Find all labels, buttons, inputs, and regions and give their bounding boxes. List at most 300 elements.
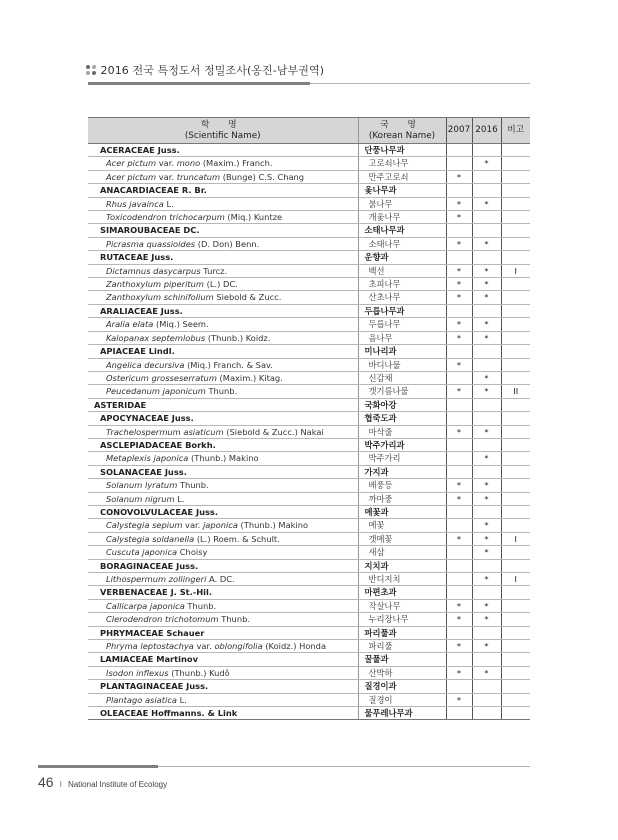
table-body	[88, 144, 530, 720]
scientific-name-text: (Miq.) Seem.	[153, 319, 209, 330]
scientific-name-italic: Kalopanax septemlobus	[106, 332, 206, 343]
species-row	[88, 640, 530, 653]
record-2007-cell: *	[446, 479, 472, 492]
record-2016-cell	[472, 465, 501, 478]
scientific-name-text: ACERACEAE Juss.	[100, 145, 180, 155]
family-row	[88, 304, 530, 317]
scientific-name-text: ASTERIDAE	[94, 399, 147, 410]
family-row	[88, 438, 530, 451]
korean-name-cell: 산박하	[358, 666, 446, 679]
species-row	[88, 546, 530, 559]
note-cell	[501, 412, 530, 425]
family-row	[88, 505, 530, 518]
scientific-name-italic: Calystegia sepium	[106, 520, 183, 531]
scientific-name-italic: japonica	[202, 520, 238, 531]
korean-name-cell: 갯메꽃	[358, 532, 446, 545]
record-2016-cell: *	[472, 237, 501, 250]
scientific-name-text: CONOVOLVULACEAE Juss.	[100, 506, 219, 517]
note-cell	[501, 666, 530, 679]
record-2016-cell	[472, 224, 501, 237]
species-row	[88, 693, 530, 706]
family-row	[88, 653, 530, 666]
record-2007-cell: *	[446, 385, 472, 398]
record-2016-cell	[472, 680, 501, 693]
korean-name-cell: 파리풀과	[358, 626, 446, 639]
note-cell: I	[501, 573, 530, 586]
scientific-name-italic: Ostericum grosseserratum	[106, 372, 217, 383]
species-row	[88, 264, 530, 277]
korean-name-cell: 파리풀	[358, 640, 446, 653]
record-2007-cell: *	[446, 331, 472, 344]
record-2016-cell: *	[472, 331, 501, 344]
record-2007-cell: *	[446, 264, 472, 277]
scientific-name-cell	[88, 465, 358, 478]
korean-name-cell: 두릅나무	[358, 318, 446, 331]
header-rule-thick	[88, 82, 310, 85]
note-cell	[501, 586, 530, 599]
scientific-name-italic: Lithospermum zollingeri	[106, 574, 207, 584]
scientific-name-text: (Thunb.) Kudô	[168, 667, 230, 678]
record-2007-cell: *	[446, 425, 472, 438]
note-cell	[501, 438, 530, 451]
record-2016-cell: *	[472, 573, 501, 586]
scientific-name-italic: Acer pictum	[106, 158, 157, 169]
note-cell	[501, 680, 530, 693]
note-cell: I	[501, 532, 530, 545]
scientific-name-text: Thunb.	[177, 480, 209, 491]
note-cell	[501, 197, 530, 210]
record-2007-cell: *	[446, 492, 472, 505]
scientific-name-italic: Cuscuta japonica	[106, 547, 178, 558]
record-2016-cell	[472, 304, 501, 317]
record-2007-cell	[446, 546, 472, 559]
record-2016-cell	[472, 653, 501, 666]
record-2016-cell: *	[472, 371, 501, 384]
scientific-name-text: (L.) DC.	[203, 279, 238, 290]
record-2016-cell	[472, 144, 501, 157]
note-cell	[501, 452, 530, 465]
scientific-name-cell	[88, 264, 358, 277]
species-row	[88, 371, 530, 384]
scientific-name-cell	[88, 573, 358, 586]
species-row	[88, 291, 530, 304]
record-2007-cell: *	[446, 291, 472, 304]
note-cell	[501, 144, 530, 157]
korean-name-cell: 협죽도과	[358, 412, 446, 425]
species-row	[88, 197, 530, 210]
korean-name-cell: 지치과	[358, 559, 446, 572]
footer-rule-thick	[38, 765, 158, 768]
note-cell	[501, 693, 530, 706]
record-2007-cell	[446, 653, 472, 666]
note-cell	[501, 559, 530, 572]
record-2016-cell	[472, 438, 501, 451]
scientific-name-cell	[88, 707, 358, 720]
scientific-name-italic: Trachelospermum asiaticum	[106, 426, 224, 437]
scientific-name-text: (Miq.) Kuntze	[224, 212, 283, 223]
scientific-name-text: Choisy	[177, 547, 208, 558]
scientific-name-text: Thunb.	[218, 614, 250, 625]
record-2016-cell	[472, 211, 501, 224]
scientific-name-text: var.	[156, 171, 177, 182]
record-2007-cell	[446, 680, 472, 693]
family-row	[88, 707, 530, 720]
record-2016-cell: *	[472, 291, 501, 304]
scientific-name-italic: Zanthoxylum schinifolium	[106, 292, 214, 303]
korean-name-cell: 소태나무과	[358, 224, 446, 237]
scientific-name-text: PLANTAGINACEAE Juss.	[100, 681, 209, 692]
scientific-name-italic: Plantago asiatica	[106, 694, 177, 705]
record-2016-cell	[472, 345, 501, 358]
species-table	[88, 117, 530, 720]
korean-name-cell: 마편초과	[358, 586, 446, 599]
scientific-name-text: (Miq.) Franch. & Sav.	[184, 359, 273, 370]
note-cell	[501, 492, 530, 505]
note-cell	[501, 251, 530, 264]
scientific-name-cell	[88, 385, 358, 398]
family-row	[88, 345, 530, 358]
scientific-name-cell	[88, 170, 358, 183]
record-2016-cell: *	[472, 666, 501, 679]
record-2016-cell	[472, 586, 501, 599]
scientific-name-cell	[88, 157, 358, 170]
scientific-name-cell	[88, 304, 358, 317]
page-footer	[38, 774, 167, 790]
dot	[92, 65, 96, 69]
korean-name-cell: 반디지치	[358, 573, 446, 586]
record-2007-cell: *	[446, 197, 472, 210]
korean-name-cell: 메꽃과	[358, 505, 446, 518]
korean-name-cell: 만주고로쇠	[358, 170, 446, 183]
bullet-dots-icon	[86, 65, 96, 75]
korean-name-cell: 백선	[358, 264, 446, 277]
scientific-name-cell	[88, 291, 358, 304]
scientific-name-text: SIMAROUBACEAE DC.	[100, 225, 200, 236]
scientific-name-cell	[88, 626, 358, 639]
scientific-name-cell	[88, 318, 358, 331]
note-cell	[501, 170, 530, 183]
scientific-name-italic: Calystegia soldanella	[106, 533, 195, 544]
scientific-name-italic: Callicarpa japonica	[106, 600, 185, 611]
column-header-scientific-en: (Scientific Name)	[184, 130, 261, 141]
note-cell	[501, 640, 530, 653]
scientific-name-text: VERBENACEAE J. St.-Hil.	[100, 587, 213, 598]
record-2016-cell	[472, 707, 501, 720]
table-header-row	[88, 118, 530, 144]
record-2016-cell: *	[472, 197, 501, 210]
korean-name-cell: 고로쇠나무	[358, 157, 446, 170]
scientific-name-text: Thunb.	[184, 600, 217, 611]
scientific-name-text: (Bunge) C.S. Chang	[220, 171, 305, 182]
scientific-name-cell	[88, 425, 358, 438]
species-row	[88, 532, 530, 545]
record-2007-cell: *	[446, 170, 472, 183]
scientific-name-cell	[88, 680, 358, 693]
record-2007-cell: *	[446, 237, 472, 250]
scientific-name-italic: Isodon inflexus	[106, 667, 169, 678]
scientific-name-italic: Toxicodendron trichocarpum	[106, 212, 225, 223]
korean-name-cell: 음나무	[358, 331, 446, 344]
species-row	[88, 385, 530, 398]
scientific-name-text: var.	[182, 520, 203, 531]
korean-name-cell: 옻나무과	[358, 184, 446, 197]
record-2007-cell	[446, 398, 472, 411]
note-cell	[501, 211, 530, 224]
scientific-name-cell	[88, 519, 358, 532]
scientific-name-italic: Metaplexis japonica	[106, 453, 189, 464]
korean-name-cell: 두릅나무과	[358, 304, 446, 317]
scientific-name-cell	[88, 371, 358, 384]
record-2007-cell	[446, 626, 472, 639]
scientific-name-italic: Solanum lyratum	[106, 480, 178, 491]
record-2016-cell: *	[472, 546, 501, 559]
scientific-name-italic: Zanthoxylum piperitum	[106, 279, 204, 290]
record-2007-cell	[446, 438, 472, 451]
note-cell	[501, 184, 530, 197]
scientific-name-cell	[88, 613, 358, 626]
record-2007-cell	[446, 465, 472, 478]
record-2007-cell: *	[446, 666, 472, 679]
record-2007-cell	[446, 144, 472, 157]
note-cell	[501, 224, 530, 237]
record-2016-cell: *	[472, 532, 501, 545]
note-cell	[501, 425, 530, 438]
scientific-name-cell	[88, 184, 358, 197]
scientific-name-italic: Picrasma quassioides	[106, 238, 196, 249]
record-2016-cell: *	[472, 385, 501, 398]
species-row	[88, 666, 530, 679]
note-cell	[501, 278, 530, 291]
note-cell	[501, 707, 530, 720]
note-cell	[501, 398, 530, 411]
scientific-name-italic: oblongifolia	[214, 641, 263, 652]
record-2007-cell	[446, 412, 472, 425]
scientific-name-text: PHRYMACEAE Schauer	[100, 627, 205, 638]
record-2016-cell	[472, 505, 501, 518]
note-cell	[501, 479, 530, 492]
family-row	[88, 680, 530, 693]
korean-name-cell: 산초나무	[358, 291, 446, 304]
record-2016-cell: *	[472, 640, 501, 653]
record-2007-cell	[446, 505, 472, 518]
scientific-name-cell	[88, 237, 358, 250]
species-row	[88, 211, 530, 224]
record-2016-cell	[472, 626, 501, 639]
record-2007-cell	[446, 304, 472, 317]
note-cell	[501, 304, 530, 317]
record-2007-cell: *	[446, 358, 472, 371]
scientific-name-italic: Dictamnus dasycarpus	[106, 265, 201, 276]
scientific-name-text: Thunb.	[205, 386, 238, 397]
scientific-name-cell	[88, 358, 358, 371]
scientific-name-cell	[88, 197, 358, 210]
record-2007-cell: *	[446, 693, 472, 706]
korean-name-cell: 가지과	[358, 465, 446, 478]
note-cell: II	[501, 385, 530, 398]
family-row	[88, 412, 530, 425]
header-title: 2016 전국 특정도서 정밀조사(옹진-남부권역)	[100, 64, 325, 77]
note-cell	[501, 519, 530, 532]
korean-name-cell: 단풍나무과	[358, 144, 446, 157]
species-row	[88, 237, 530, 250]
scientific-name-italic: Clerodendron trichotomum	[106, 614, 219, 625]
scientific-name-text: RUTACEAE Juss.	[100, 252, 174, 263]
footer-separator: I	[59, 780, 62, 789]
scientific-name-italic: truncatum	[176, 171, 221, 182]
scientific-name-italic: Rhus javainca	[106, 198, 164, 209]
species-row	[88, 170, 530, 183]
column-header-2007: 2007	[446, 118, 472, 144]
korean-name-cell: 소태나무	[358, 237, 446, 250]
note-cell	[501, 546, 530, 559]
scientific-name-text: SOLANACEAE Juss.	[100, 466, 187, 477]
scientific-name-cell	[88, 438, 358, 451]
scientific-name-cell	[88, 505, 358, 518]
column-header-korean-ko: 국 명	[380, 120, 424, 130]
family-row	[88, 224, 530, 237]
record-2007-cell	[446, 251, 472, 264]
record-2007-cell: *	[446, 318, 472, 331]
record-2016-cell	[472, 398, 501, 411]
korean-name-cell: 미나리과	[358, 345, 446, 358]
species-row	[88, 318, 530, 331]
species-row	[88, 573, 530, 586]
scientific-name-cell	[88, 278, 358, 291]
record-2007-cell	[446, 519, 472, 532]
scientific-name-cell	[88, 492, 358, 505]
note-cell	[501, 613, 530, 626]
record-2016-cell: *	[472, 264, 501, 277]
note-cell	[501, 626, 530, 639]
scientific-name-text: (Maxim.) Kitag.	[216, 372, 283, 383]
note-cell	[501, 157, 530, 170]
scientific-name-cell	[88, 412, 358, 425]
record-2016-cell: *	[472, 519, 501, 532]
dot	[86, 71, 90, 75]
korean-name-cell: 박주가리과	[358, 438, 446, 451]
korean-name-cell: 마삭줄	[358, 425, 446, 438]
korean-name-cell: 물푸레나무과	[358, 707, 446, 720]
scientific-name-cell	[88, 144, 358, 157]
record-2007-cell	[446, 224, 472, 237]
record-2016-cell: *	[472, 278, 501, 291]
note-cell	[501, 237, 530, 250]
family-row	[88, 184, 530, 197]
scientific-name-cell	[88, 224, 358, 237]
species-row	[88, 331, 530, 344]
species-row	[88, 599, 530, 612]
family-row	[88, 465, 530, 478]
record-2016-cell	[472, 358, 501, 371]
record-2016-cell: *	[472, 492, 501, 505]
scientific-name-text: (Koidz.) Honda	[262, 641, 327, 652]
scientific-name-text: var.	[193, 641, 215, 652]
record-2007-cell	[446, 371, 472, 384]
species-row	[88, 492, 530, 505]
scientific-name-text: (Thunb.) Makino	[237, 520, 309, 531]
scientific-name-italic: Acer pictum	[106, 171, 157, 182]
korean-name-cell: 운향과	[358, 251, 446, 264]
korean-name-cell: 새삼	[358, 546, 446, 559]
scientific-name-text: ARALIACEAE Juss.	[100, 305, 183, 316]
korean-name-cell: 박주가리	[358, 452, 446, 465]
korean-name-cell: 작살나무	[358, 599, 446, 612]
korean-name-cell: 배풍등	[358, 479, 446, 492]
scientific-name-italic: mono	[176, 158, 201, 169]
species-row	[88, 452, 530, 465]
record-2016-cell: *	[472, 613, 501, 626]
scientific-name-cell	[88, 532, 358, 545]
record-2016-cell	[472, 412, 501, 425]
dot	[92, 71, 96, 75]
korean-name-cell: 누리장나무	[358, 613, 446, 626]
scientific-name-text: (Siebold & Zucc.) Nakai	[223, 426, 324, 437]
record-2007-cell	[446, 573, 472, 586]
korean-name-cell: 꿀풀과	[358, 653, 446, 666]
scientific-name-text: APOCYNACEAE Juss.	[100, 413, 194, 424]
scientific-name-text: OLEACEAE Hoffmanns. & Link	[100, 708, 238, 719]
record-2007-cell	[446, 452, 472, 465]
scientific-name-italic: Peucedanum japonicum	[106, 386, 206, 397]
korean-name-cell: 개옻나무	[358, 211, 446, 224]
family-row	[88, 626, 530, 639]
scientific-name-text: (Thunb.) Koidz.	[205, 332, 271, 343]
scientific-name-cell	[88, 653, 358, 666]
note-cell	[501, 358, 530, 371]
organization-name: National Institute of Ecology	[67, 780, 168, 789]
scientific-name-cell	[88, 251, 358, 264]
subclass-row	[88, 398, 530, 411]
record-2016-cell	[472, 693, 501, 706]
note-cell	[501, 505, 530, 518]
record-2007-cell: *	[446, 613, 472, 626]
scientific-name-text: ASCLEPIADACEAE Borkh.	[100, 439, 216, 450]
column-header-korean-en: (Korean Name)	[368, 130, 436, 141]
note-cell	[501, 291, 530, 304]
note-cell	[501, 345, 530, 358]
scientific-name-cell	[88, 586, 358, 599]
note-cell	[501, 318, 530, 331]
korean-name-cell: 갯기름나물	[358, 385, 446, 398]
record-2016-cell: *	[472, 479, 501, 492]
record-2016-cell: *	[472, 452, 501, 465]
record-2007-cell	[446, 559, 472, 572]
scientific-name-text: APIACEAE Lindl.	[100, 346, 175, 357]
scientific-name-text: Siebold & Zucc.	[213, 292, 282, 303]
note-cell	[501, 599, 530, 612]
korean-name-cell: 국화아강	[358, 398, 446, 411]
scientific-name-italic: Phryma leptostachya	[106, 641, 194, 652]
record-2007-cell: *	[446, 278, 472, 291]
scientific-name-text: L.	[174, 493, 185, 504]
scientific-name-cell	[88, 479, 358, 492]
footer-rule-thin	[158, 766, 530, 767]
record-2016-cell: *	[472, 599, 501, 612]
scientific-name-text: (L.) Roem. & Schult.	[194, 533, 280, 544]
species-row	[88, 278, 530, 291]
column-header-scientific-ko: 학 명	[200, 120, 245, 130]
record-2007-cell	[446, 707, 472, 720]
scientific-name-italic: Solanum nigrum	[106, 493, 175, 504]
note-cell	[501, 653, 530, 666]
scientific-name-text: ANACARDIACEAE R. Br.	[100, 185, 207, 196]
species-row	[88, 425, 530, 438]
scientific-name-text: (Thunb.) Makino	[188, 453, 259, 464]
record-2016-cell	[472, 184, 501, 197]
korean-name-cell: 질경이과	[358, 680, 446, 693]
record-2016-cell	[472, 251, 501, 264]
note-cell	[501, 371, 530, 384]
